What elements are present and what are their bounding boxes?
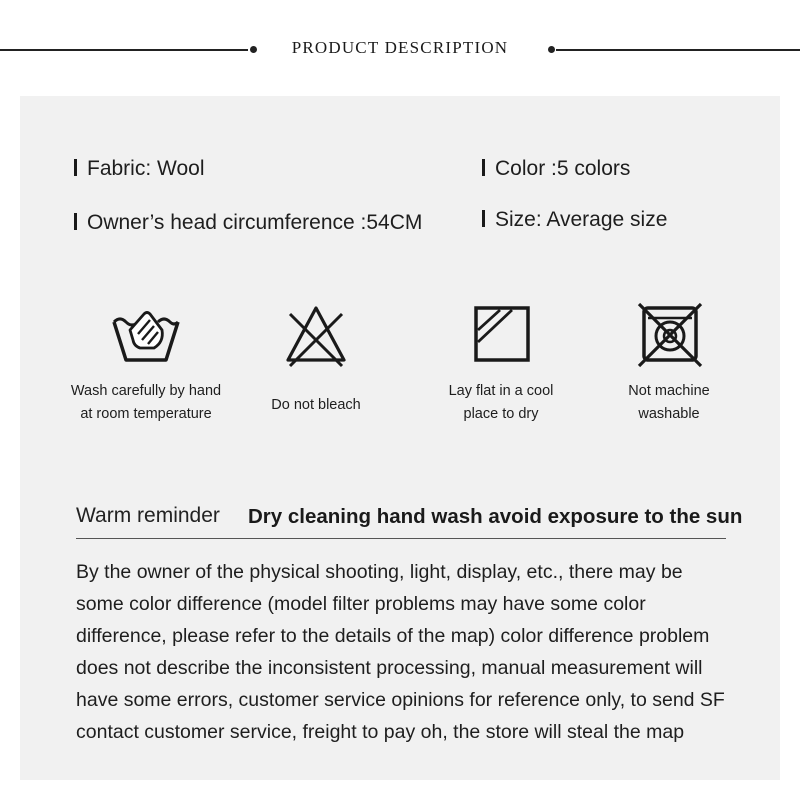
spec-size-text: Size: Average size — [495, 208, 668, 231]
bullet-bar — [482, 159, 485, 176]
care-item-no-machine-wash — [584, 300, 754, 426]
spec-head-circumference-text: Owner’s head circumference :54CM — [87, 211, 423, 234]
description-paragraph — [76, 556, 756, 748]
care-caption-hand-wash: Wash carefully by hand at room temperature — [70, 383, 222, 422]
description-line: contact customer service, freight to pay oh, the store will steal the map — [76, 721, 685, 743]
warm-reminder-label: Warm reminder — [76, 504, 220, 527]
do-not-machine-wash-icon — [629, 300, 709, 368]
dry-flat-shade-icon — [461, 300, 541, 368]
description-line: some color difference (model filter problems may have some color — [76, 593, 646, 615]
care-item-no-bleach — [231, 300, 401, 417]
care-item-dry-flat — [416, 300, 586, 426]
page-title: PRODUCT DESCRIPTION — [291, 38, 509, 57]
spec-fabric-text: Fabric: Wool — [87, 157, 205, 180]
care-caption-no-machine-wash: Not machine washable — [628, 383, 710, 422]
header-rule-right — [556, 49, 800, 51]
care-caption-dry-flat: Lay flat in a cool place to dry — [448, 383, 554, 422]
spec-fabric — [74, 157, 204, 181]
spec-color — [482, 157, 630, 181]
care-caption-no-bleach: Do not bleach — [271, 397, 361, 413]
spec-head-circumference — [74, 211, 422, 235]
spec-color-text: Color :5 colors — [495, 157, 631, 180]
description-line: have some errors, customer service opinions for reference only, to send SF — [76, 689, 725, 711]
do-not-bleach-icon — [276, 300, 356, 368]
header-dot-left — [250, 46, 257, 53]
hand-wash-icon — [106, 300, 186, 368]
bullet-bar — [482, 210, 485, 227]
spec-size — [482, 208, 667, 232]
description-line: difference, please refer to the details of the map) color difference problem — [76, 625, 710, 647]
header-dot-right — [548, 46, 555, 53]
bullet-bar — [74, 159, 77, 176]
description-line: By the owner of the physical shooting, light, display, etc., there may be — [76, 561, 683, 583]
header-rule-left — [0, 49, 248, 51]
description-line: does not describe the inconsistent processing, manual measurement will — [76, 657, 703, 679]
bullet-bar — [74, 213, 77, 230]
warm-reminder-text: Dry cleaning hand wash avoid exposure to the sun — [248, 505, 743, 528]
warm-reminder — [76, 504, 743, 539]
care-item-hand-wash — [61, 300, 231, 426]
